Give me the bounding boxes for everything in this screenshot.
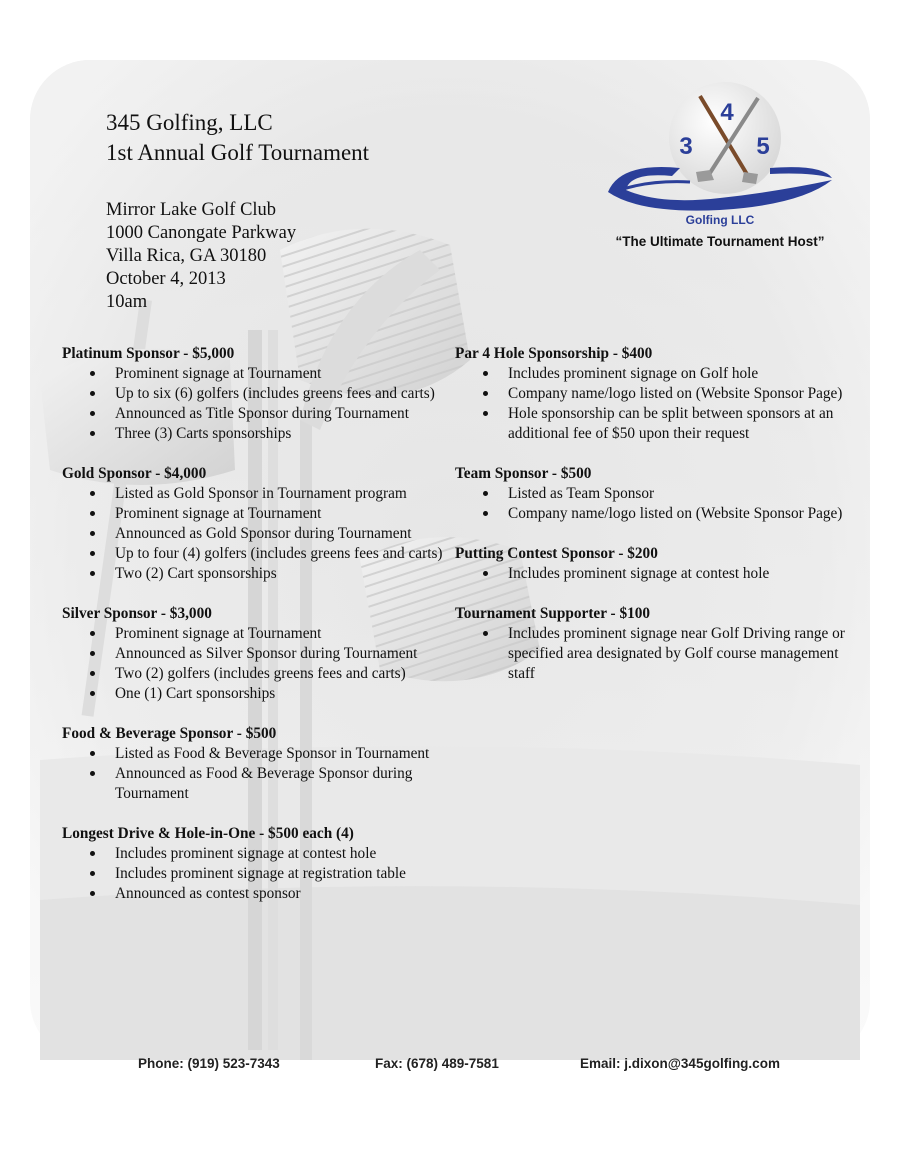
sponsor-benefit	[115, 524, 447, 544]
bullet-icon	[90, 771, 95, 776]
fax-number: Fax: (678) 489-7581	[375, 1056, 499, 1071]
sponsor-benefit-text: Includes prominent signage on Golf hole	[508, 365, 759, 382]
event-name: 1st Annual Golf Tournament	[106, 140, 370, 165]
sponsor-benefit	[115, 364, 447, 384]
sponsor-benefit	[115, 864, 447, 884]
sponsor-benefit	[508, 404, 845, 444]
sponsor-benefit-text: Listed as Team Sponsor	[508, 485, 655, 502]
sponsor-title: Food & Beverage Sponsor - $500	[62, 725, 277, 742]
sponsor-benefit-text: Two (2) Cart sponsorships	[115, 565, 277, 582]
bullet-icon	[90, 371, 95, 376]
sponsor-benefit	[508, 564, 845, 584]
sponsor-section	[455, 344, 845, 444]
phone-number: Phone: (919) 523-7343	[138, 1056, 280, 1071]
header-title	[106, 108, 369, 168]
bullet-icon	[90, 691, 95, 696]
bullet-icon	[483, 571, 488, 576]
sponsor-benefits-list	[62, 624, 447, 704]
sponsor-benefit-text: Announced as Food & Beverage Sponsor during Tournament	[115, 765, 413, 802]
bullet-icon	[90, 671, 95, 676]
sponsor-benefit-text: Includes prominent signage at contest hole	[115, 845, 377, 862]
bullet-icon	[90, 431, 95, 436]
bullet-icon	[483, 631, 488, 636]
sponsor-benefit-text: Company name/logo listed on (Website Sponsor Page)	[508, 385, 843, 402]
sponsor-benefit-text: Prominent signage at Tournament	[115, 505, 322, 522]
bullet-icon	[90, 631, 95, 636]
bullet-icon	[90, 571, 95, 576]
venue-name: Mirror Lake Golf Club	[106, 200, 277, 220]
sponsor-benefit-text: Prominent signage at Tournament	[115, 625, 322, 642]
sponsor-benefit-text: Up to six (6) golfers (includes greens fees and carts)	[115, 385, 435, 402]
sponsor-title: Tournament Supporter - $100	[455, 605, 651, 622]
contact-footer	[0, 1056, 900, 1076]
sponsor-benefit-text: Two (2) golfers (includes greens fees and carts)	[115, 665, 406, 682]
bullet-icon	[483, 511, 488, 516]
sponsor-benefit	[115, 484, 447, 504]
sponsor-benefit-text: Listed as Food & Beverage Sponsor in Tournament	[115, 745, 430, 762]
sponsor-benefit	[115, 664, 447, 684]
sponsor-section	[455, 604, 845, 684]
bullet-icon	[90, 491, 95, 496]
sponsor-benefit-text: One (1) Cart sponsorships	[115, 685, 276, 702]
sponsor-title: Team Sponsor - $500	[455, 465, 592, 482]
sponsor-section	[62, 724, 447, 804]
sponsor-benefit	[115, 504, 447, 524]
sponsor-benefit	[508, 624, 845, 684]
sponsor-benefit-text: Hole sponsorship can be split between sponsors at an additional fee of $50 upon their request	[508, 405, 834, 442]
venue-street: 1000 Canongate Parkway	[106, 223, 297, 243]
sponsor-section	[62, 464, 447, 584]
sponsor-benefit	[115, 624, 447, 644]
sponsor-benefit-text: Company name/logo listed on (Website Sponsor Page)	[508, 505, 843, 522]
sponsor-benefits-list	[455, 484, 845, 524]
sponsor-benefit	[115, 564, 447, 584]
sponsor-benefit	[115, 384, 447, 404]
sponsor-benefit	[115, 744, 447, 764]
bullet-icon	[90, 851, 95, 856]
sponsor-benefits-list	[62, 484, 447, 584]
sponsor-benefit	[115, 684, 447, 704]
sponsor-benefit-text: Prominent signage at Tournament	[115, 365, 322, 382]
sponsor-benefits-list	[455, 624, 845, 684]
sponsor-benefit	[115, 844, 447, 864]
sponsor-column-left	[62, 344, 447, 924]
sponsor-benefit-text: Announced as Gold Sponsor during Tournament	[115, 525, 412, 542]
sponsor-benefits-list	[62, 744, 447, 804]
logo-digit-top: 4	[720, 99, 734, 126]
bullet-icon	[483, 371, 488, 376]
event-time: 10am	[106, 292, 148, 312]
swoosh-mid-icon	[620, 182, 690, 190]
company-logo	[600, 80, 840, 230]
bullet-icon	[90, 531, 95, 536]
sponsor-title: Silver Sponsor - $3,000	[62, 605, 212, 622]
tagline: “The Ultimate Tournament Host”	[615, 234, 825, 249]
sponsor-benefits-list	[455, 564, 845, 584]
venue-city: Villa Rica, GA 30180	[106, 246, 267, 266]
bullet-icon	[483, 491, 488, 496]
sponsor-benefits-list	[62, 844, 447, 904]
logo-name: Golfing LLC	[685, 213, 755, 227]
bullet-icon	[483, 391, 488, 396]
sponsor-benefit-text: Three (3) Carts sponsorships	[115, 425, 292, 442]
logo-digit-right: 5	[756, 133, 770, 160]
sponsor-benefit	[115, 644, 447, 664]
sponsor-benefit	[115, 404, 447, 424]
sponsor-benefit	[508, 504, 845, 524]
sponsor-column-right	[455, 344, 845, 704]
event-date: October 4, 2013	[106, 269, 226, 289]
bullet-icon	[90, 871, 95, 876]
sponsor-benefit	[115, 884, 447, 904]
sponsor-title: Platinum Sponsor - $5,000	[62, 345, 235, 362]
sponsor-title: Par 4 Hole Sponsorship - $400	[455, 345, 653, 362]
sponsor-section	[62, 824, 447, 904]
sponsor-section	[62, 604, 447, 704]
sponsor-benefit-text: Includes prominent signage at registration table	[115, 865, 406, 882]
bullet-icon	[90, 411, 95, 416]
sponsor-benefit-text: Listed as Gold Sponsor in Tournament program	[115, 485, 407, 502]
bullet-icon	[90, 391, 95, 396]
sponsor-title: Gold Sponsor - $4,000	[62, 465, 207, 482]
sponsor-section	[62, 344, 447, 444]
club-head-right-icon	[742, 172, 758, 184]
bullet-icon	[90, 551, 95, 556]
swoosh-inner-icon	[770, 167, 832, 178]
sponsor-section	[455, 544, 845, 584]
logo-digit-left: 3	[679, 133, 693, 160]
sponsor-benefit	[115, 764, 447, 804]
bullet-icon	[90, 651, 95, 656]
sponsor-benefit	[115, 544, 447, 564]
email-address: Email: j.dixon@345golfing.com	[580, 1056, 780, 1071]
sponsor-benefit	[508, 384, 845, 404]
sponsor-benefit-text: Up to four (4) golfers (includes greens fees and carts)	[115, 545, 443, 562]
bullet-icon	[90, 891, 95, 896]
sponsor-benefit-text: Includes prominent signage at contest hole	[508, 565, 770, 582]
sponsor-benefit-text: Announced as Title Sponsor during Tournament	[115, 405, 409, 422]
sponsor-benefits-list	[455, 364, 845, 444]
sponsor-benefit	[508, 484, 845, 504]
sponsor-title: Putting Contest Sponsor - $200	[455, 545, 658, 562]
sponsor-title: Longest Drive & Hole-in-One - $500 each (4)	[62, 825, 354, 842]
sponsor-benefit	[115, 424, 447, 444]
sponsor-benefit-text: Includes prominent signage near Golf Driving range or specified area designated by Golf course management staff	[508, 625, 845, 682]
sponsor-benefits-list	[62, 364, 447, 444]
bullet-icon	[90, 751, 95, 756]
sponsor-benefit	[508, 364, 845, 384]
sponsor-benefit-text: Announced as contest sponsor	[115, 885, 301, 902]
bullet-icon	[90, 511, 95, 516]
bullet-icon	[483, 411, 488, 416]
sponsor-benefit-text: Announced as Silver Sponsor during Tournament	[115, 645, 418, 662]
venue-details	[106, 199, 296, 314]
company-name: 345 Golfing, LLC	[106, 110, 273, 135]
sponsor-section	[455, 464, 845, 524]
